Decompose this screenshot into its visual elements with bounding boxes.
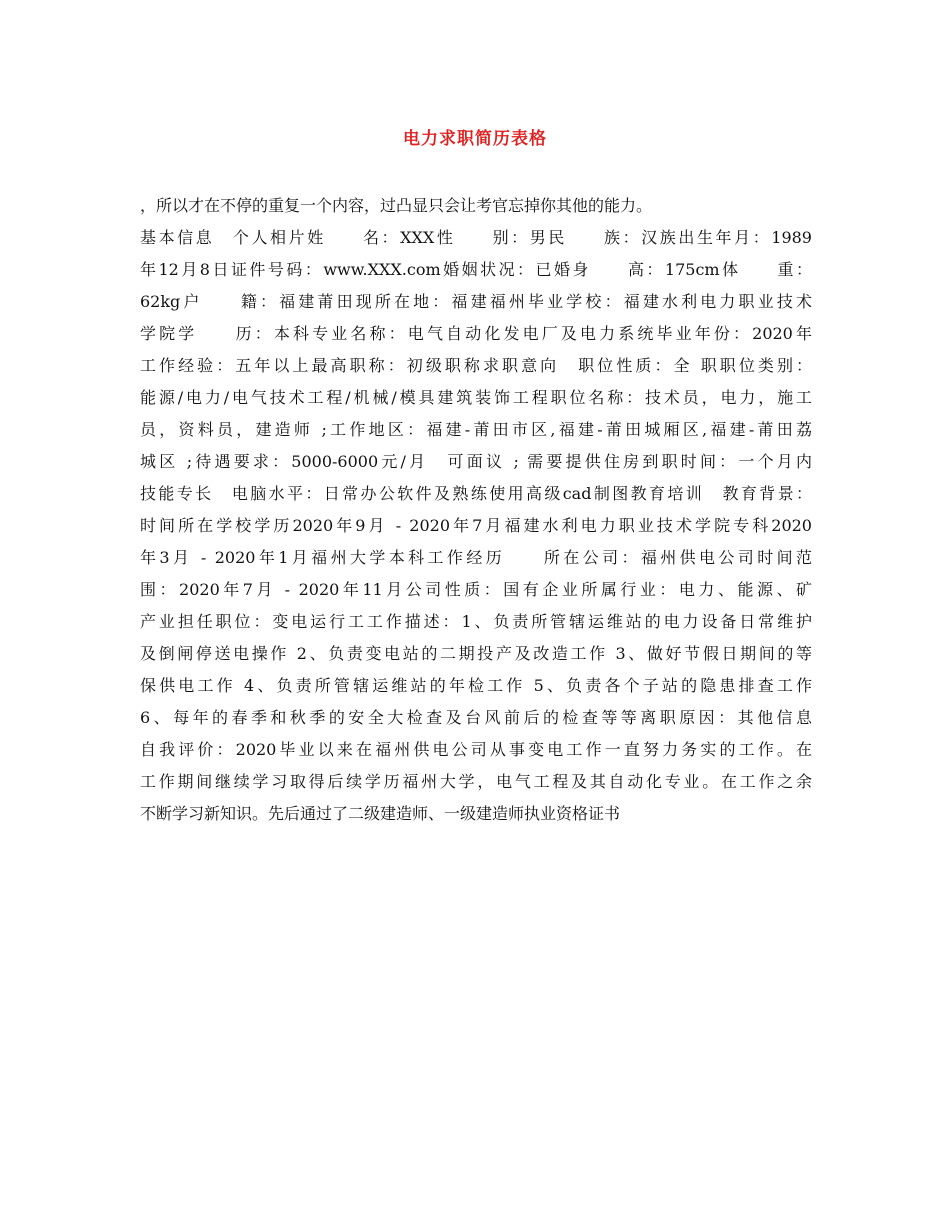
body-line: 围：2020年7月 - 2020年11月公司性质：国有企业所属行业：电力、能源、矿 bbox=[140, 580, 812, 599]
body-line: 不断学习新知识。先后通过了二级建造师、一级建造师执业资格证书 bbox=[140, 804, 621, 823]
body-line: 员，资料员，建造师 ;工作地区：福建-莆田市区,福建-莆田城厢区,福建-莆田荔 bbox=[140, 420, 812, 439]
document-title: 电力求职简历表格 bbox=[403, 129, 547, 149]
body-line: 工作期间继续学习取得后续学历福州大学，电气工程及其自动化专业。在工作之余 bbox=[140, 772, 812, 791]
body-line: 保供电工作 4、负责所管辖运维站的年检工作 5、负责各个子站的隐患排查工作 bbox=[140, 676, 812, 695]
body-line: 年3月 - 2020年1月福州大学本科工作经历 所在公司：福州供电公司时间范 bbox=[140, 548, 812, 567]
body-line: 学院学 历：本科专业名称：电气自动化发电厂及电力系统毕业年份：2020年 bbox=[140, 324, 812, 343]
body-line: 自我评价：2020毕业以来在福州供电公司从事变电工作一直努力务实的工作。在 bbox=[140, 740, 812, 759]
body-line: 6、每年的春季和秋季的安全大检查及台风前后的检查等等离职原因：其他信息 bbox=[140, 708, 812, 727]
body-line: 基本信息 个人相片姓 名：XXX性 别：男民 族：汉族出生年月：1989 bbox=[140, 228, 812, 247]
body-line: 年12月8日证件号码：www.XXX.com婚姻状况：已婚身 高：175cm体 重： bbox=[140, 260, 812, 279]
body-line: ，所以才在不停的重复一个内容，过凸显只会让考官忘掉你其他的能力。 bbox=[140, 196, 653, 215]
body-line: 能源/电力/电气技术工程/机械/模具建筑装饰工程职位名称：技术员，电力，施工 bbox=[140, 388, 812, 407]
document-body bbox=[140, 190, 812, 830]
body-line: 技能专长 电脑水平：日常办公软件及熟练使用高级cad制图教育培训 教育背景： bbox=[140, 484, 812, 503]
body-line: 工作经验：五年以上最高职称：初级职称求职意向 职位性质：全 职职位类别： bbox=[140, 356, 812, 375]
body-line: 产业担任职位：变电运行工工作描述：1、负责所管辖运维站的电力设备日常维护 bbox=[140, 612, 812, 631]
body-line: 时间所在学校学历2020年9月 - 2020年7月福建水利电力职业技术学院专科2020 bbox=[140, 516, 812, 535]
body-line: 城区 ;待遇要求：5000-6000元/月 可面议 ; 需要提供住房到职时间：一个月内 bbox=[140, 452, 812, 471]
body-line: 62kg户 籍：福建莆田现所在地：福建福州毕业学校：福建水利电力职业技术 bbox=[140, 292, 812, 311]
body-line: 及倒闸停送电操作 2、负责变电站的二期投产及改造工作 3、做好节假日期间的等 bbox=[140, 644, 812, 663]
